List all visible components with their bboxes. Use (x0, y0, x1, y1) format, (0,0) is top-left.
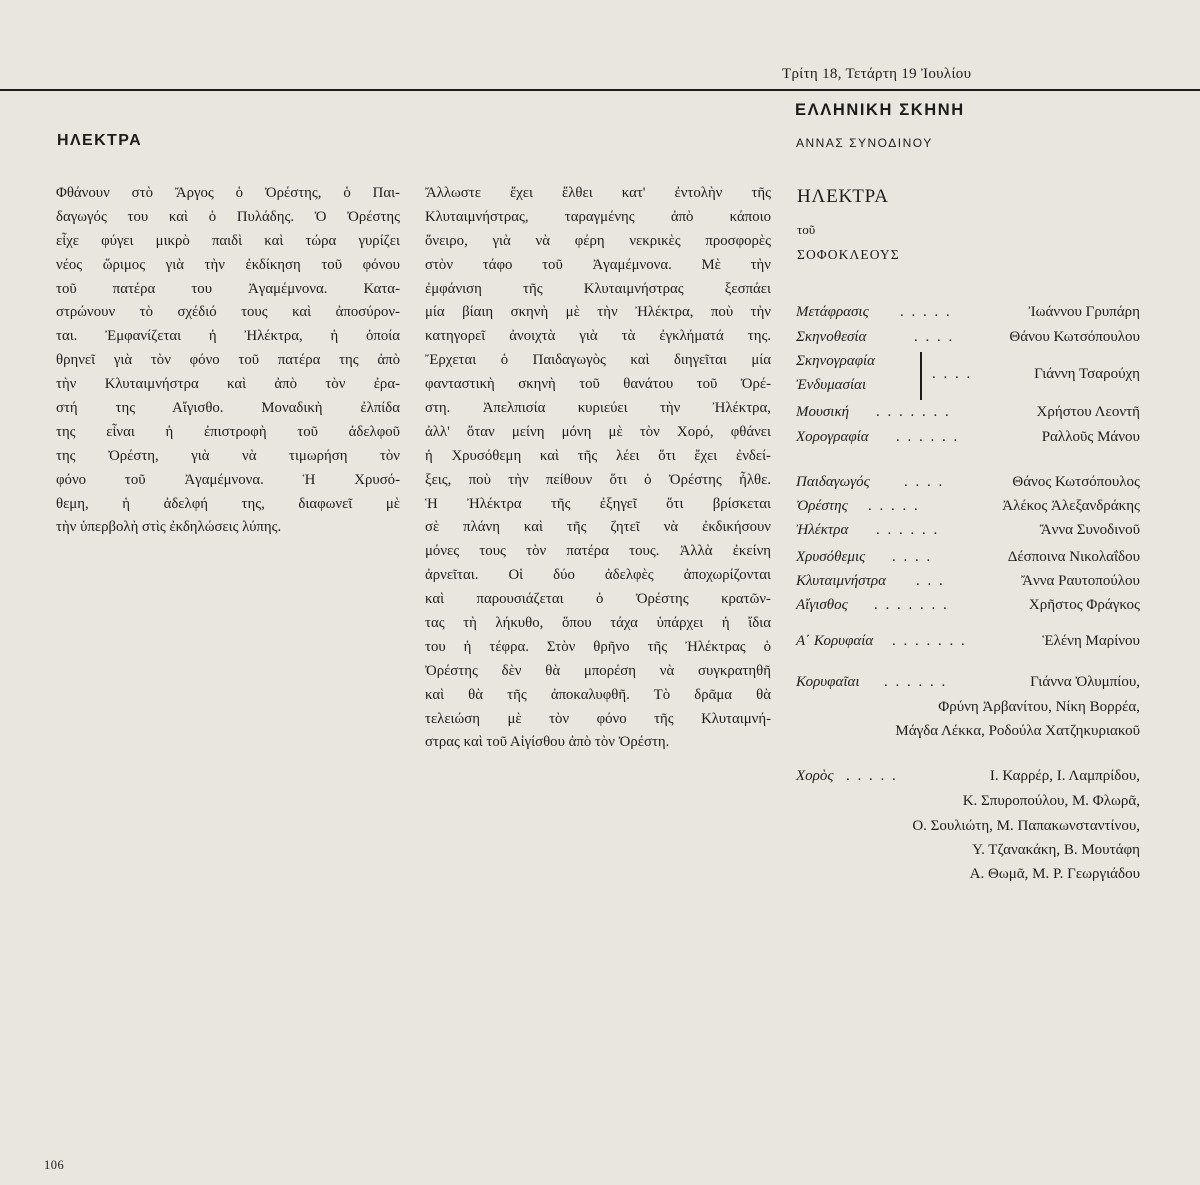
chorus-continuation: Υ. Τζανακάκη, Β. Μουτάφη (972, 842, 1140, 858)
company-owner: ΑΝΝΑΣ ΣΥΝΟΔΙΝΟΥ (796, 136, 933, 150)
credit-name: Ραλλοῦς Μάνου (1041, 429, 1140, 445)
credit-name: Ἰωάννου Γρυπάρη (1028, 304, 1140, 320)
cast-leader: . . . . (892, 549, 933, 565)
synopsis-line: δαγωγός του καὶ ὁ Πυλάδης. Ὁ Ὀρέστης (56, 208, 400, 225)
play-author: ΣΟΦΟΚΛΕΟΥΣ (797, 247, 900, 262)
credit-name: Χρήστου Λεοντῆ (1036, 404, 1140, 420)
credit-role: Σκηνοθεσία (796, 329, 867, 345)
credit-role: Ἐνδυμασίαι (796, 377, 867, 393)
synopsis-line: ται. Ἐμφανίζεται ἡ Ἠλέκτρα, ἡ ὁποία (56, 328, 400, 345)
page-number: 106 (44, 1158, 65, 1172)
synopsis-line: καὶ θὰ τῆς ἀποκαλυφθῆ. Τὸ δρᾶμα θὰ (425, 686, 771, 703)
synopsis-line: Ἔρχεται ὁ Παιδαγωγὸς καὶ διηγεῖται μία (425, 352, 771, 369)
credit-role: Μουσική (796, 404, 850, 420)
cast-row (796, 633, 1140, 657)
synopsis-line: κατηγορεῖ ἀνοιχτὰ γιὰ τὰ ἐγκλήματά της. (425, 328, 771, 345)
cast-role: Ὀρέστης (796, 498, 848, 514)
synopsis-line: του ἡ τέφρα. Στὸν θρῆνο τῆς Ἠλέκτρας ὁ (425, 638, 771, 655)
cast-name: Δέσποινα Νικολαΐδου (1007, 549, 1140, 565)
cast-leader: . . . . (904, 474, 945, 490)
synopsis-line: Ὀρέστης δὲν θὰ μπορέση νὰ συγκρατηθῆ (425, 662, 771, 679)
cast-role: Α΄ Κορυφαία (796, 633, 874, 649)
synopsis-line: φόνο τοῦ Ἀγαμέμνονα. Ἡ Χρυσό- (56, 471, 400, 488)
header-rule (0, 89, 1200, 91)
cast-role: Χορὸς (796, 768, 834, 784)
synopsis-line: Κλυταιμνήστρας, ταραγμένης ἀπὸ κάποιο (425, 208, 771, 225)
synopsis-line: στη. Ἀπελπισία κυριεύει τὴν Ἠλέκτρα, (425, 400, 771, 417)
synopsis-line: Ἡ Ἠλέκτρα τῆς ἐξηγεῖ ὅτι βρίσκεται (425, 495, 771, 512)
chorus-continuation: Κ. Σπυροπούλου, Μ. Φλωρᾶ, (962, 793, 1140, 809)
cast-leader: . . . (916, 573, 945, 589)
cast-name: Ἄννα Συνοδινοῦ (1039, 522, 1140, 538)
cast-role: Κορυφαῖαι (796, 674, 860, 690)
synopsis-line: της εἶναι ἡ ἐπιστροφὴ τοῦ ἀδελφοῦ (56, 423, 400, 440)
cast-name: Θάνος Κωτσόπουλος (1012, 474, 1140, 490)
synopsis-line: θεμη, ἡ ἀδελφή της, διαφωνεῖ μὲ (56, 495, 400, 512)
cast-name: Ι. Καρρέρ, Ι. Λαμπρίδου, (989, 768, 1140, 784)
synopsis-line: Φθάνουν στὸ Ἄργος ὁ Ὀρέστης, ὁ Παι- (56, 185, 400, 201)
section-title: ΗΛΕΚΤΡΑ (57, 132, 143, 149)
cast-leader: . . . . . (868, 498, 920, 514)
cast-row (796, 597, 1140, 621)
cast-row (796, 522, 1140, 546)
synopsis-left-column (56, 182, 400, 540)
cast-leader: . . . . . . . (892, 633, 967, 649)
synopsis-line: στρώνουν τὸ σχέδιό τους καὶ ἀποσύρον- (56, 304, 400, 321)
synopsis-line: θρηνεῖ γιὰ τὸν φόνο τοῦ πατέρα της ἀπὸ (56, 352, 400, 369)
synopsis-line: τας τὴ λήκυθο, ὅπου τάχα ὑπάρχει ἡ ἴδια (425, 615, 771, 632)
cast-row (796, 498, 1140, 522)
credit-leader: . . . . . (900, 304, 952, 320)
synopsis-line: ξεις, ποὺ τὴν πείθουν ὅτι ὁ Ὀρέστης ἦλθε. (425, 471, 771, 488)
synopsis-line: τὴν ὑπερβολὴ στὶς ἐκδηλώσεις λύπης. (56, 519, 282, 536)
performance-dates: Τρίτη 18, Τετάρτη 19 Ἰουλίου (782, 66, 972, 82)
synopsis-line: μία βίαιη σκηνὴ μὲ τὴν Ἠλέκτρα, ποὺ τὴν (425, 304, 771, 321)
shared-credit-row (796, 366, 1140, 390)
credit-name: Γιάννη Τσαρούχη (1034, 366, 1140, 382)
credit-leader: . . . . (914, 329, 955, 345)
cast-leader: . . . . . . (884, 674, 948, 690)
credit-row (796, 329, 1140, 353)
synopsis-line: ἀλλ' ὅταν μείνη μόνη μὲ τὸν Χορό, φθάνει (425, 423, 771, 440)
cast-role: Κλυταιμνήστρα (796, 573, 887, 589)
cast-row (796, 573, 1140, 597)
synopsis-line: Ἄλλωστε ἔχει ἔλθει κατ' ἐντολὴν τῆς (425, 185, 771, 201)
cast-role: Χρυσόθεμις (796, 549, 866, 565)
synopsis-line: ἡ Χρυσόθεμη καὶ τῆς λέει ὅτι ἔχει ἐνδεί- (425, 447, 771, 464)
synopsis-line: εἶχε φύγει μικρὸ παιδὶ καὶ τώρα γυρίζει (56, 232, 400, 249)
synopsis-line: σὲ πλάνη καὶ τῆς ζητεῖ νὰ ἐκδικήσουν (425, 519, 771, 536)
credit-role: Σκηνογραφία (796, 353, 876, 369)
credit-leader: . . . . . . . (876, 404, 951, 420)
cast-row (796, 474, 1140, 498)
coryphaei-row (796, 674, 1140, 698)
credit-role: Χορογραφία (796, 429, 869, 445)
coryphaei-continuation: Φρύνη Ἀρβανίτου, Νίκη Βορρέα, (938, 699, 1140, 715)
cast-name: Ἑλένη Μαρίνου (1042, 633, 1140, 649)
chorus-continuation: Ο. Σουλιώτη, Μ. Παπακωνσταντίνου, (912, 818, 1140, 834)
chorus-row (796, 768, 1140, 792)
play-of: τοῦ (797, 222, 816, 237)
play-title: ΗΛΕΚΤΡΑ (797, 186, 889, 207)
synopsis-line: μόνες τους τὸν πατέρα τους. Ἀλλὰ ἐκείνη (425, 543, 771, 560)
cast-name: Ἀλέκος Ἀλεξανδράκης (1002, 498, 1140, 514)
synopsis-line: στρας καὶ τοῦ Αἰγίσθου ἀπὸ τὸν Ὀρέστη. (425, 734, 670, 751)
synopsis-line: της Ὀρέστη, γιὰ νὰ τιμωρήση τὸν (56, 447, 400, 464)
credit-leader: . . . . . . (896, 429, 960, 445)
credit-role: Μετάφρασις (796, 304, 869, 320)
synopsis-line: στὸν τάφο τοῦ Ἀγαμέμνονα. Μὲ τὴν (425, 256, 771, 273)
credit-row (796, 404, 1140, 428)
credit-row (796, 304, 1140, 328)
synopsis-line: ὄνειρο, γιὰ νὰ φέρη νεκρικὲς προσφορὲς (425, 232, 771, 249)
synopsis-line: ἐμφάνιση τῆς Κλυταιμνήστρας ξεσπάει (425, 280, 771, 297)
cast-role: Αἴγισθος (796, 597, 848, 613)
synopsis-line: ἀρνεῖται. Οἱ δύο ἀδελφὲς ἀποχωρίζονται (425, 567, 771, 584)
synopsis-line: τὴν Κλυταιμνήστρα καὶ ἀπὸ τὸν ἐρα- (56, 376, 400, 393)
cast-role: Ἠλέκτρα (796, 522, 849, 538)
cast-role: Παιδαγωγός (796, 474, 870, 490)
synopsis-line: τελειώση μὲ τὸν φόνο τῆς Κλυταιμνή- (425, 710, 771, 727)
synopsis-line: στή της Αἴγισθο. Μοναδικὴ ἐλπίδα (56, 400, 400, 417)
cast-row (796, 549, 1140, 573)
synopsis-line: νέος ὥριμος γιὰ τὴν ἐκδίκηση τοῦ φόνου (56, 256, 400, 273)
cast-leader: . . . . . (846, 768, 898, 784)
cast-leader: . . . . . . . (874, 597, 949, 613)
synopsis-line: καὶ παρουσιάζεται ὁ Ὀρέστης κρατῶν- (425, 591, 771, 608)
coryphaei-continuation: Μάγδα Λέκκα, Ροδούλα Χατζηκυριακοῦ (895, 723, 1140, 739)
synopsis-line: φανταστικὴ σκηνὴ τοῦ θανάτου τοῦ Ὀρέ- (425, 376, 771, 393)
cast-name: Ἄννα Ραυτοπούλου (1021, 573, 1140, 589)
synopsis-right-column (425, 182, 771, 755)
company-name: ΕΛΛΗΝΙΚΗ ΣΚΗΝΗ (795, 101, 965, 119)
cast-name: Χρῆστος Φράγκος (1028, 597, 1140, 613)
cast-name: Γιάννα Ὀλυμπίου, (1030, 674, 1140, 690)
credit-leader: . . . . (932, 366, 973, 382)
credit-name: Θάνου Κωτσόπουλου (1009, 329, 1140, 345)
credit-row (796, 429, 1140, 453)
cast-leader: . . . . . . (876, 522, 940, 538)
synopsis-line: τοῦ πατέρα του Ἀγαμέμνονα. Κατα- (56, 280, 400, 297)
chorus-continuation: Α. Θωμᾶ, Μ. Ρ. Γεωργιάδου (969, 866, 1140, 882)
